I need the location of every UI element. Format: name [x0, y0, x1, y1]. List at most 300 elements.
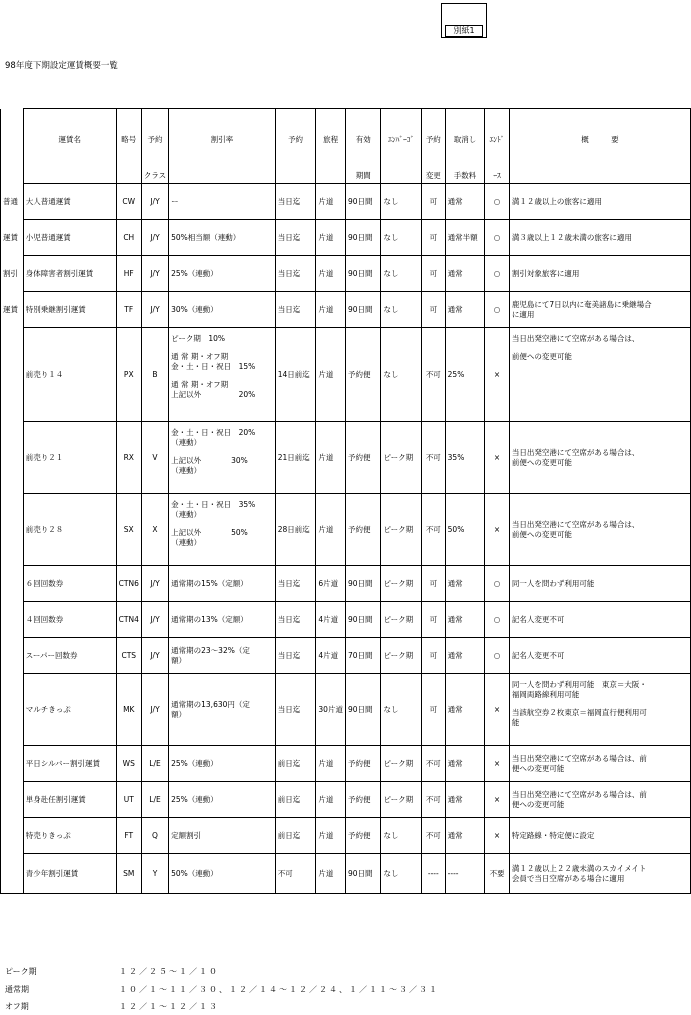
- change-allowed: 可: [421, 674, 445, 746]
- summary: [509, 422, 690, 494]
- reservation-deadline: 当日迄: [275, 256, 316, 292]
- table-row: [1, 256, 691, 292]
- table-row: [1, 602, 691, 638]
- table-row: [1, 494, 691, 566]
- discount-rate-line: ー: [171, 196, 179, 206]
- validity-period: 90日間: [345, 292, 381, 328]
- discount-rate-line: 金・土・日・祝日 15%: [171, 362, 256, 371]
- discount-rate-line: （連動）: [171, 510, 202, 519]
- discount-rate-line: 50%（連動）: [171, 868, 218, 878]
- reservation-deadline: 当日迄: [275, 674, 316, 746]
- summary: [509, 638, 690, 674]
- summary-line: 特定路線・特定便に設定: [511, 830, 595, 840]
- validity-period: 90日間: [345, 184, 381, 220]
- discount-rate: [169, 220, 276, 256]
- reservation-deadline: 14日前迄: [275, 328, 316, 422]
- summary-line: 前便への変更可能: [511, 352, 572, 361]
- fare-name: 小児普通運賃: [23, 220, 116, 256]
- category-cell: [1, 328, 24, 422]
- cancel-fee: 35%: [445, 422, 485, 494]
- fare-table-body: [1, 109, 691, 894]
- fare-name: 身体障害者割引運賃: [23, 256, 116, 292]
- fare-code: PX: [116, 328, 141, 422]
- header-summary: 概 要: [509, 109, 690, 162]
- fare-name: ４回回数券: [23, 602, 116, 638]
- summary-line: 満１２歳以上２２歳未満のスカイメイト: [511, 863, 647, 873]
- header-name: 運賃名: [23, 109, 116, 162]
- fare-name: 前売り１４: [23, 328, 116, 422]
- embargo: ピーク期: [381, 566, 422, 602]
- discount-rate-line: （連動）: [171, 538, 202, 547]
- summary: [509, 782, 690, 818]
- journey-type: 片道: [316, 292, 346, 328]
- change-allowed: 不可: [421, 782, 445, 818]
- cancel-fee: 通常: [445, 782, 485, 818]
- discount-rate-line: [171, 448, 273, 456]
- summary-line: に適用: [511, 309, 535, 319]
- endorsement: 不要: [485, 854, 510, 894]
- cancel-fee: 通常: [445, 292, 485, 328]
- change-allowed: 可: [421, 638, 445, 674]
- header-reservation-2: [275, 162, 316, 184]
- summary-line: 前便への変更可能: [511, 457, 572, 467]
- header-endorse-2: ｰｽ: [485, 162, 510, 184]
- reservation-deadline: 前日迄: [275, 746, 316, 782]
- discount-rate: [169, 818, 276, 854]
- discount-rate-line: 通常期の13,630円（定: [171, 699, 250, 709]
- summary-line: 便への変更可能: [511, 763, 565, 773]
- period-label-regular: 通常期: [5, 985, 29, 994]
- endorsement: ×: [485, 782, 510, 818]
- discount-rate-line: 通常期の23～32%（定: [171, 645, 250, 655]
- fare-code: MK: [116, 674, 141, 746]
- discount-rate-line: 30%（連動）: [171, 304, 218, 314]
- fare-name: 青少年割引運賃: [23, 854, 116, 894]
- fare-code: CTN6: [116, 566, 141, 602]
- endorsement: ×: [485, 494, 510, 566]
- summary: [509, 184, 690, 220]
- summary-line: 鹿児島にて7日以内に奄美諸島に乗継場合: [511, 299, 652, 309]
- summary: [509, 854, 690, 894]
- validity-period: 予約便: [345, 494, 381, 566]
- journey-type: 4片道: [316, 602, 346, 638]
- fare-code: RX: [116, 422, 141, 494]
- summary-line: 割引対象旅客に適用: [511, 268, 580, 278]
- endorsement: ○: [485, 220, 510, 256]
- discount-rate: [169, 602, 276, 638]
- cancel-fee: 通常: [445, 818, 485, 854]
- booking-class: J/Y: [141, 220, 168, 256]
- discount-rate: [169, 328, 276, 422]
- booking-class: B: [141, 328, 168, 422]
- reservation-deadline: 21日前迄: [275, 422, 316, 494]
- header-name-2: [23, 162, 116, 184]
- header-cancel-2: 手数料: [445, 162, 485, 184]
- validity-period: 90日間: [345, 256, 381, 292]
- journey-type: 30片道: [316, 674, 346, 746]
- discount-rate-line: [171, 372, 273, 380]
- fare-code: SM: [116, 854, 141, 894]
- cancel-fee: 通常: [445, 256, 485, 292]
- document-title: 98年度下期設定運賃概要一覧: [5, 61, 118, 71]
- header-validity: 有効: [345, 109, 381, 162]
- category-cell: 割引: [1, 256, 24, 292]
- validity-period: 予約便: [345, 818, 381, 854]
- endorsement: ×: [485, 674, 510, 746]
- reservation-deadline: 前日迄: [275, 782, 316, 818]
- category-cell: 普通: [1, 184, 24, 220]
- validity-period: 予約便: [345, 422, 381, 494]
- summary-line: 能: [511, 718, 520, 727]
- summary-line: 当該航空券２枚東京＝福岡直行便利用可: [511, 708, 647, 717]
- discount-rate-line: 50%相当額（連動）: [171, 232, 241, 242]
- booking-class: J/Y: [141, 674, 168, 746]
- cancel-fee: 25%: [445, 328, 485, 422]
- fare-code: TF: [116, 292, 141, 328]
- header-journey-2: [316, 162, 346, 184]
- header-embargo: ｴﾝﾊﾞｰｺﾞ: [381, 109, 422, 162]
- cancel-fee: 通常: [445, 674, 485, 746]
- table-row: [1, 638, 691, 674]
- header-validity-2: 期間: [345, 162, 381, 184]
- cancel-fee: ----: [445, 854, 485, 894]
- booking-class: J/Y: [141, 184, 168, 220]
- fare-name: 大人普通運賃: [23, 184, 116, 220]
- category-cell: [1, 602, 24, 638]
- booking-class: J/Y: [141, 256, 168, 292]
- discount-rate: [169, 746, 276, 782]
- validity-period: 予約便: [345, 746, 381, 782]
- header-cancel: 取消し: [445, 109, 485, 162]
- journey-type: 片道: [316, 256, 346, 292]
- summary-line: 当日出発空港にて空席がある場合は、: [511, 519, 640, 529]
- reservation-deadline: 当日迄: [275, 220, 316, 256]
- header-row-2: [1, 162, 691, 184]
- embargo: ピーク期: [381, 782, 422, 818]
- change-allowed: 可: [421, 184, 445, 220]
- discount-rate-line: [171, 344, 273, 352]
- journey-type: 片道: [316, 494, 346, 566]
- summary-line: 当日出発空港にて空席がある場合は、: [511, 447, 640, 457]
- journey-type: 6片道: [316, 566, 346, 602]
- summary: [509, 256, 690, 292]
- header-change-2: 変更: [421, 162, 445, 184]
- embargo: なし: [381, 674, 422, 746]
- reservation-deadline: 当日迄: [275, 184, 316, 220]
- summary-line: 満１２歳以上の旅客に適用: [511, 196, 602, 206]
- change-allowed: 不可: [421, 422, 445, 494]
- change-allowed: 可: [421, 292, 445, 328]
- table-row: [1, 746, 691, 782]
- cancel-fee: 通常半額: [445, 220, 485, 256]
- embargo: なし: [381, 292, 422, 328]
- discount-rate-line: 上記以外 30%: [171, 456, 248, 465]
- endorsement: ○: [485, 602, 510, 638]
- embargo: なし: [381, 854, 422, 894]
- discount-rate-line: 上記以外 50%: [171, 528, 248, 537]
- journey-type: 片道: [316, 818, 346, 854]
- fare-code: CH: [116, 220, 141, 256]
- table-row: [1, 184, 691, 220]
- fare-name: 特売りきっぷ: [23, 818, 116, 854]
- discount-rate-line: 上記以外 20%: [171, 390, 256, 399]
- summary-line: 当日出発空港にて空席がある場合は、前: [511, 753, 647, 763]
- validity-period: 90日間: [345, 566, 381, 602]
- fare-name: マルチきっぷ: [23, 674, 116, 746]
- change-allowed: 不可: [421, 328, 445, 422]
- discount-rate-line: 25%（連動）: [171, 758, 218, 768]
- reservation-deadline: 前日迄: [275, 818, 316, 854]
- reservation-deadline: 当日迄: [275, 638, 316, 674]
- validity-period: 90日間: [345, 602, 381, 638]
- validity-period: 90日間: [345, 220, 381, 256]
- change-allowed: 不可: [421, 818, 445, 854]
- fare-table: [0, 108, 691, 894]
- summary: [509, 674, 690, 746]
- category-header-cell: [1, 109, 24, 162]
- category-cell: [1, 638, 24, 674]
- embargo: なし: [381, 184, 422, 220]
- reservation-deadline: 当日迄: [275, 566, 316, 602]
- embargo: ピーク期: [381, 494, 422, 566]
- discount-rate: [169, 674, 276, 746]
- discount-rate-line: 25%（連動）: [171, 794, 218, 804]
- discount-rate: [169, 494, 276, 566]
- cancel-fee: 通常: [445, 638, 485, 674]
- embargo: なし: [381, 256, 422, 292]
- attachment-stamp: [441, 3, 487, 38]
- summary: [509, 602, 690, 638]
- discount-rate: [169, 638, 276, 674]
- change-allowed: 可: [421, 256, 445, 292]
- journey-type: 片道: [316, 854, 346, 894]
- period-value-peak: １２／２５～１／１０: [119, 967, 219, 976]
- summary-line: 便への変更可能: [511, 799, 565, 809]
- discount-rate: [169, 292, 276, 328]
- fare-code: CW: [116, 184, 141, 220]
- header-change: 予約: [421, 109, 445, 162]
- summary-line: 同一人を問わず利用可能: [511, 578, 595, 588]
- endorsement: ×: [485, 328, 510, 422]
- period-value-regular: １０／１～１１／３０、１２／１４～１２／２４、１／１１～３／３１: [119, 985, 439, 994]
- discount-rate: [169, 782, 276, 818]
- cancel-fee: 50%: [445, 494, 485, 566]
- discount-rate-line: ピーク期 10%: [171, 334, 226, 343]
- change-allowed: 可: [421, 566, 445, 602]
- discount-rate-line: [171, 520, 273, 528]
- validity-period: 90日間: [345, 854, 381, 894]
- fare-code: CTN4: [116, 602, 141, 638]
- category-cell: [1, 674, 24, 746]
- header-row: [1, 109, 691, 162]
- discount-rate-line: 額）: [171, 709, 187, 719]
- fare-name: 前売り２８: [23, 494, 116, 566]
- table-row: [1, 220, 691, 256]
- booking-class: X: [141, 494, 168, 566]
- change-allowed: 可: [421, 602, 445, 638]
- discount-rate-line: 金・土・日・祝日 35%: [171, 500, 256, 509]
- fare-name: 単身赴任割引運賃: [23, 782, 116, 818]
- header-reservation: 予約: [275, 109, 316, 162]
- embargo: ピーク期: [381, 638, 422, 674]
- period-label-peak: ピーク期: [5, 967, 37, 976]
- discount-rate-line: 通 常 期・オフ期: [171, 352, 229, 361]
- header-booking-class-2: クラス: [141, 162, 168, 184]
- validity-period: 90日間: [345, 674, 381, 746]
- booking-class: L/E: [141, 746, 168, 782]
- reservation-deadline: 当日迄: [275, 292, 316, 328]
- validity-period: 70日間: [345, 638, 381, 674]
- fare-name: 平日シルバー割引運賃: [23, 746, 116, 782]
- table-row: [1, 422, 691, 494]
- fare-name: 特別乗継割引運賃: [23, 292, 116, 328]
- change-allowed: 可: [421, 220, 445, 256]
- booking-class: Q: [141, 818, 168, 854]
- discount-rate: [169, 184, 276, 220]
- header-code: 略号: [116, 109, 141, 162]
- endorsement: ○: [485, 184, 510, 220]
- discount-rate-line: 額）: [171, 655, 187, 665]
- header-embargo-2: [381, 162, 422, 184]
- discount-rate: [169, 256, 276, 292]
- summary-line: 当日出発空港にて空席がある場合は、: [511, 334, 640, 343]
- embargo: なし: [381, 220, 422, 256]
- discount-rate: [169, 422, 276, 494]
- summary: [509, 494, 690, 566]
- discount-rate: [169, 854, 276, 894]
- table-row: [1, 818, 691, 854]
- header-summary-2: [509, 162, 690, 184]
- embargo: ピーク期: [381, 422, 422, 494]
- discount-rate-line: 通常期の15%（定額）: [171, 578, 248, 588]
- fare-code: WS: [116, 746, 141, 782]
- header-endorse: ｴﾝﾄﾞ: [485, 109, 510, 162]
- booking-class: J/Y: [141, 602, 168, 638]
- table-row: [1, 854, 691, 894]
- summary-line: 当日出発空港にて空席がある場合は、前: [511, 789, 647, 799]
- journey-type: 片道: [316, 746, 346, 782]
- summary: [509, 292, 690, 328]
- summary-line: 会員で当日空席がある場合に適用: [511, 873, 625, 883]
- summary-line: 記名人変更不可: [511, 614, 565, 624]
- reservation-deadline: 28日前迄: [275, 494, 316, 566]
- embargo: ピーク期: [381, 746, 422, 782]
- reservation-deadline: 不可: [275, 854, 316, 894]
- discount-rate-line: （連動）: [171, 438, 202, 447]
- category-cell: [1, 746, 24, 782]
- category-cell: 運賃: [1, 220, 24, 256]
- endorsement: ×: [485, 746, 510, 782]
- category-header-cell-2: [1, 162, 24, 184]
- summary-line: 記名人変更不可: [511, 650, 565, 660]
- fare-code: SX: [116, 494, 141, 566]
- endorsement: ○: [485, 638, 510, 674]
- reservation-deadline: 当日迄: [275, 602, 316, 638]
- fare-code: HF: [116, 256, 141, 292]
- summary-line: 福岡両路線利用可能: [511, 690, 580, 699]
- summary-line: 同一人を問わず利用可能 東京＝大阪・: [511, 680, 647, 689]
- booking-class: J/Y: [141, 566, 168, 602]
- summary: [509, 566, 690, 602]
- fare-name: 前売り２１: [23, 422, 116, 494]
- booking-class: L/E: [141, 782, 168, 818]
- category-cell: [1, 782, 24, 818]
- discount-rate-line: 通常期の13%（定額）: [171, 614, 248, 624]
- cancel-fee: 通常: [445, 566, 485, 602]
- booking-class: Y: [141, 854, 168, 894]
- table-row: [1, 674, 691, 746]
- journey-type: 片道: [316, 220, 346, 256]
- validity-period: 予約便: [345, 328, 381, 422]
- fare-name: スーパー回数券: [23, 638, 116, 674]
- header-code-2: [116, 162, 141, 184]
- summary: [509, 818, 690, 854]
- category-cell: [1, 818, 24, 854]
- table-row: [1, 292, 691, 328]
- attachment-label: 別紙1: [445, 25, 483, 37]
- discount-rate-line: 定額割引: [171, 830, 202, 840]
- journey-type: 片道: [316, 184, 346, 220]
- table-row: [1, 566, 691, 602]
- category-cell: [1, 422, 24, 494]
- discount-rate-line: 25%（連動）: [171, 268, 218, 278]
- category-cell: [1, 854, 24, 894]
- header-journey: 旅程: [316, 109, 346, 162]
- validity-period: 予約便: [345, 782, 381, 818]
- summary-line: [512, 344, 688, 352]
- fare-code: FT: [116, 818, 141, 854]
- booking-class: J/Y: [141, 638, 168, 674]
- endorsement: ×: [485, 818, 510, 854]
- journey-type: 片道: [316, 422, 346, 494]
- period-label-off: オフ期: [5, 1002, 29, 1011]
- change-allowed: 不可: [421, 494, 445, 566]
- category-cell: [1, 494, 24, 566]
- embargo: ピーク期: [381, 602, 422, 638]
- change-allowed: ----: [421, 854, 445, 894]
- category-cell: 運賃: [1, 292, 24, 328]
- header-booking-class: 予約: [141, 109, 168, 162]
- booking-class: J/Y: [141, 292, 168, 328]
- fare-code: UT: [116, 782, 141, 818]
- category-cell: [1, 566, 24, 602]
- summary-line: 満３歳以上１２歳未満の旅客に適用: [511, 232, 632, 242]
- endorsement: ×: [485, 422, 510, 494]
- table-row: [1, 782, 691, 818]
- discount-rate-line: 金・土・日・祝日 20%: [171, 428, 256, 437]
- cancel-fee: 通常: [445, 602, 485, 638]
- summary: [509, 220, 690, 256]
- header-discount-2: [169, 162, 276, 184]
- journey-type: 4片道: [316, 638, 346, 674]
- header-discount: 割引率: [169, 109, 276, 162]
- endorsement: ○: [485, 292, 510, 328]
- period-value-off: １２／１～１２／１３: [119, 1002, 219, 1011]
- change-allowed: 不可: [421, 746, 445, 782]
- journey-type: 片道: [316, 328, 346, 422]
- fare-name: ６回回数券: [23, 566, 116, 602]
- endorsement: ○: [485, 256, 510, 292]
- table-row: [1, 328, 691, 422]
- embargo: なし: [381, 818, 422, 854]
- booking-class: V: [141, 422, 168, 494]
- summary-line: [512, 700, 688, 708]
- fare-code: CTS: [116, 638, 141, 674]
- discount-rate: [169, 566, 276, 602]
- endorsement: ○: [485, 566, 510, 602]
- discount-rate-line: 通 常 期・オフ期: [171, 380, 229, 389]
- summary: [509, 328, 690, 422]
